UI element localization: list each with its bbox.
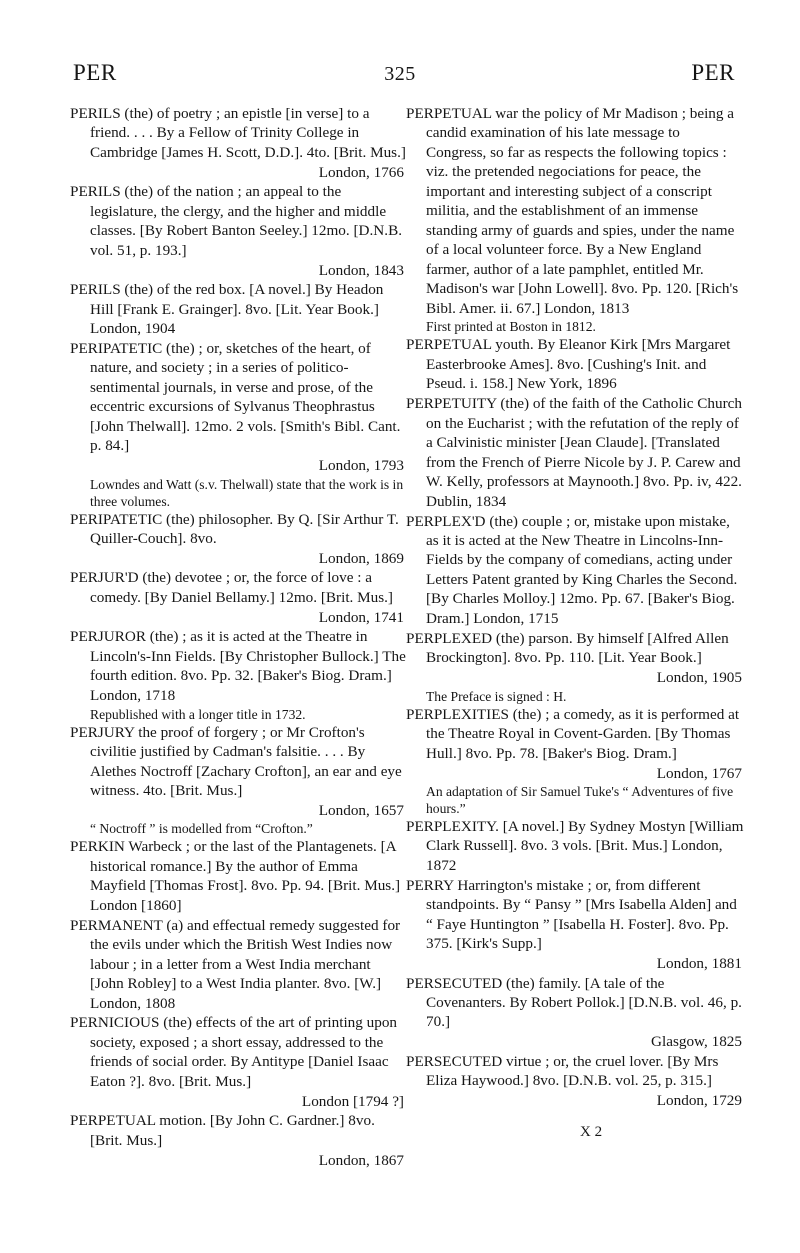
bibliography-entry [406, 394, 744, 511]
entry-text: PERJUROR (the) ; as it is acted at the Theatre in Lincoln's-Inn Fields. [By Christopher Bullock.] The fourth edition. 8vo. Pp. 32. [Baker's Biog. Dram.] London, 1718 [70, 628, 406, 704]
entry-imprint: London, 1881 [656, 955, 742, 973]
bibliography-entry [70, 723, 406, 838]
running-head-left: PER [73, 60, 117, 85]
entry-imprint: London, 1766 [318, 163, 404, 181]
entry-text: PERPETUAL youth. By Eleanor Kirk [Mrs Margaret Easterbrooke Ames]. 8vo. [Cushing's Init. and Pseud. i. 158.] New York, 1896 [406, 336, 731, 393]
entry-text: PERILS (the) of poetry ; an epistle [in verse] to a friend. . . . By a Fellow of Trinity College in Cambridge [James H. Scott, D.D.]. 4to. [Brit. Mus.] [70, 105, 406, 161]
bibliography-entry [70, 568, 406, 627]
entry-text: PERIPATETIC (the) philosopher. By Q. [Sir Arthur T. Quiller-Couch]. 8vo. [70, 510, 399, 548]
signature-mark: X 2 [580, 1124, 603, 1140]
entry-text: PERRY Harrington's mistake ; or, from different standpoints. By “ Pansy ” [Mrs Isabella Alden] and “ Faye Huntington ” [Isabella H. Foster]. 8vo. Pp. 375. [Kirk's Supp.] [406, 876, 737, 953]
entry-text: PERPLEX'D (the) couple ; or, mistake upon mistake, as it is acted at the New Theatre in Lincolns-Inn-Fields by the company of comedians, acting under Letters Patent granted by King Charles the Second. [By Charles Molloy.] 12mo. Pp. 67. [Baker's Biog. Dram.] London, 1715 [406, 512, 738, 627]
entry-imprint: Glasgow, 1825 [651, 1033, 742, 1051]
entry-text: PERSECUTED (the) family. [A tale of the Covenanters. By Robert Pollok.] [D.N.B. vol. 46, p. 70.] [406, 974, 742, 1031]
entry-imprint: London, 1729 [656, 1092, 742, 1110]
entry-imprint: London, 1867 [318, 1151, 404, 1169]
entry-imprint: London, 1767 [656, 764, 742, 782]
entry-imprint: London, 1843 [318, 261, 404, 279]
bibliography-entry [406, 1052, 744, 1111]
bibliography-entry [70, 182, 406, 280]
running-head-right: PER [691, 60, 735, 85]
entry-text: PERPLEXITIES (the) ; a comedy, as it is performed at the Theatre Royal in Covent-Garden. [By Thomas Hull.] 8vo. Pp. 78. [Baker's Biog. Dram.] [406, 705, 740, 762]
entry-text: PERIPATETIC (the) ; or, sketches of the heart, of nature, and society ; in a series of politico-sentimental journals, in verse and prose, of the eccentric excursions of Sylvanus Theophrastus [John Thelwall]. 12mo. 2 vols. [Smith's Bibl. Cant. p. 84.] [70, 339, 401, 455]
entry-note: First printed at Boston in 1812. [426, 319, 596, 335]
entry-text: PERPLEXED (the) parson. By himself [Alfred Allen Brockington]. 8vo. Pp. 110. [Lit. Year Book.] [406, 629, 729, 667]
entry-text: PERPLEXITY. [A novel.] By Sydney Mostyn [William Clark Russell]. 8vo. 3 vols. [Brit. Mus.] London, 1872 [406, 817, 744, 874]
entry-text: PERILS (the) of the nation ; an appeal to the legislature, the clergy, and the higher and middle classes. [By Robert Banton Seeley.] 12mo. [D.N.B. vol. 51, p. 193.] [70, 183, 402, 259]
bibliography-entry [406, 335, 744, 393]
bibliography-entry [406, 629, 744, 705]
entry-text: PERJURY the proof of forgery ; or Mr Crofton's civilitie justified by Cadman's falsitie. . . . By Alethes Noctroff [Zachary Crofton], an ear and eye witness. 4to. [Brit. Mus.] [70, 723, 402, 799]
entry-text: PERPETUAL motion. [By John C. Gardner.] 8vo. [Brit. Mus.] [70, 1112, 375, 1149]
entry-text: PERMANENT (a) and effectual remedy suggested for the evils under which the British West Indies now labour ; in a letter from a West India merchant [John Robley] to a West India planter. 8vo. [W.] London, 1808 [70, 916, 401, 1012]
bibliography-entry [70, 1111, 406, 1170]
entry-imprint: London, 1869 [318, 550, 404, 568]
entry-text: PERILS (the) of the red box. [A novel.] By Headon Hill [Frank E. Grainger]. 8vo. [Lit. Year Book.] London, 1904 [70, 281, 384, 337]
entry-note: Republished with a longer title in 1732. [90, 706, 306, 722]
bibliography-entry [406, 104, 744, 335]
bibliography-entry [70, 104, 406, 182]
entry-imprint: London, 1793 [318, 457, 404, 475]
bibliography-entry [406, 705, 744, 817]
right-column [406, 104, 744, 1111]
entry-note: The Preface is signed : H. [426, 688, 567, 704]
entry-text: PERSECUTED virtue ; or, the cruel lover. [By Mrs Eliza Haywood.] 8vo. [D.N.B. vol. 25, p. 315.] [406, 1052, 719, 1090]
bibliography-entry [70, 510, 406, 569]
entry-text: PERKIN Warbeck ; or the last of the Plantagenets. [A historical romance.] By the author of Emma Mayfield [Thomas Frost]. 8vo. Pp. 94. [Brit. Mus.] London [1860] [70, 838, 401, 914]
page-number: 325 [384, 63, 416, 85]
entry-text: PERJUR'D (the) devotee ; or, the force of love : a comedy. [By Daniel Bellamy.] 12mo. [Brit. Mus.] [70, 569, 393, 606]
entry-note: An adaptation of Sir Samuel Tuke's “ Adventures of five hours.” [426, 783, 734, 816]
bibliography-entry [70, 627, 406, 722]
entry-text: PERPETUITY (the) of the faith of the Catholic Church on the Eucharist ; with the refutation of the reply of a Calvinistic minister [Jean Claude]. [Translated from the French of Pierre Nicole by J. P. Carew and W. Kelly, professors at Maynooth.] 8vo. Pp. iv, 422. Dublin, 1834 [406, 395, 743, 510]
entry-imprint: London, 1905 [656, 669, 742, 687]
bibliography-entry [70, 916, 406, 1013]
entry-text: PERPETUAL war the policy of Mr Madison ; being a candid examination of his late message to Congress, so far as respects the following topics : viz. the pretended negociations for peace, the important and interesting subject of a conscript militia, and the establishment of an immense standing army of guards and spies, under the name of a local volunteer force. By a New England farmer, author of a late pamphlet, entitled Mr. Madison's war [John Lowell]. 8vo. Pp. 120. [Rich's Bibl. Amer. ii. 67.] London, 1813 [406, 105, 739, 317]
bibliography-entry [406, 876, 744, 974]
entry-imprint: London [1794 ?] [301, 1092, 404, 1110]
left-column [70, 104, 406, 1170]
bibliography-entry [70, 1013, 406, 1111]
bibliography-entry [406, 512, 744, 629]
bibliography-entry [70, 837, 406, 915]
bibliography-entry [406, 817, 744, 875]
entry-imprint: London, 1657 [318, 801, 404, 819]
entry-note: “ Noctroff ” is modelled from “Crofton.” [90, 821, 313, 837]
bibliography-entry [70, 339, 406, 510]
entry-imprint: London, 1741 [318, 608, 404, 626]
entry-note: Lowndes and Watt (s.v. Thelwall) state that the work is in three volumes. [90, 476, 404, 509]
entry-text: PERNICIOUS (the) effects of the art of printing upon society, exposed ; a short essay, addressed to the friends of social order. By Antitype [Daniel Isaac Eaton ?]. 8vo. [Brit. Mus.] [70, 1014, 398, 1090]
bibliography-entry [406, 974, 744, 1052]
bibliography-entry [70, 280, 406, 338]
